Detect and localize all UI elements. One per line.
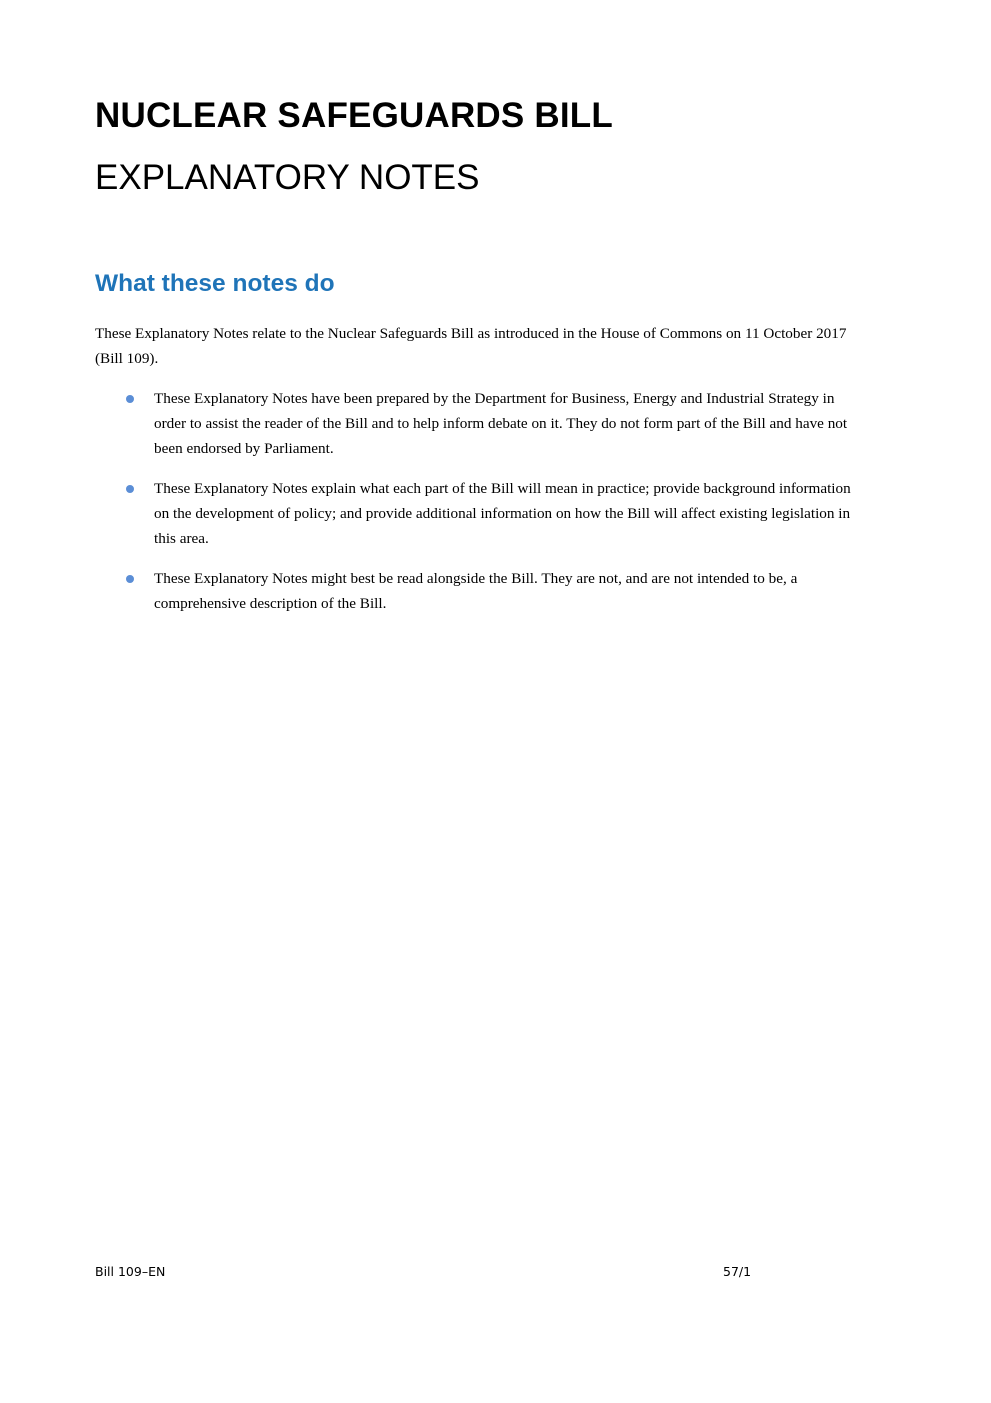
document-subtitle: EXPLANATORY NOTES [95, 158, 480, 197]
bullet-text: These Explanatory Notes have been prepared by the Department for Business, Energy and Industrial Strategy in order to assist the reader of the Bill and to help inform debate on it. They do not form part of the Bill and have not been endorsed by Parliament. [154, 390, 848, 457]
bullet-item [95, 566, 865, 616]
bullet-icon [126, 485, 134, 493]
footer-bill-reference: Bill 109–EN [95, 1264, 166, 1279]
bullet-item [95, 386, 865, 461]
section-heading: What these notes do [95, 270, 335, 297]
bullet-item [95, 476, 865, 551]
bullet-list [95, 386, 865, 631]
bullet-text: These Explanatory Notes might best be read alongside the Bill. They are not, and are not intended to be, a comprehensive description of the Bill. [154, 570, 798, 612]
bullet-icon [126, 395, 134, 403]
bullet-text: These Explanatory Notes explain what each part of the Bill will mean in practice; provide background information on the development of policy; and provide additional information on how the Bill will affect existing legislation in this area. [154, 480, 851, 547]
bullet-icon [126, 575, 134, 583]
footer-page-number: 57/1 [723, 1264, 752, 1279]
document-title: NUCLEAR SAFEGUARDS BILL [95, 96, 613, 135]
intro-paragraph: These Explanatory Notes relate to the Nuclear Safeguards Bill as introduced in the House of Commons on 11 October 2017 (Bill 109). [95, 325, 847, 367]
